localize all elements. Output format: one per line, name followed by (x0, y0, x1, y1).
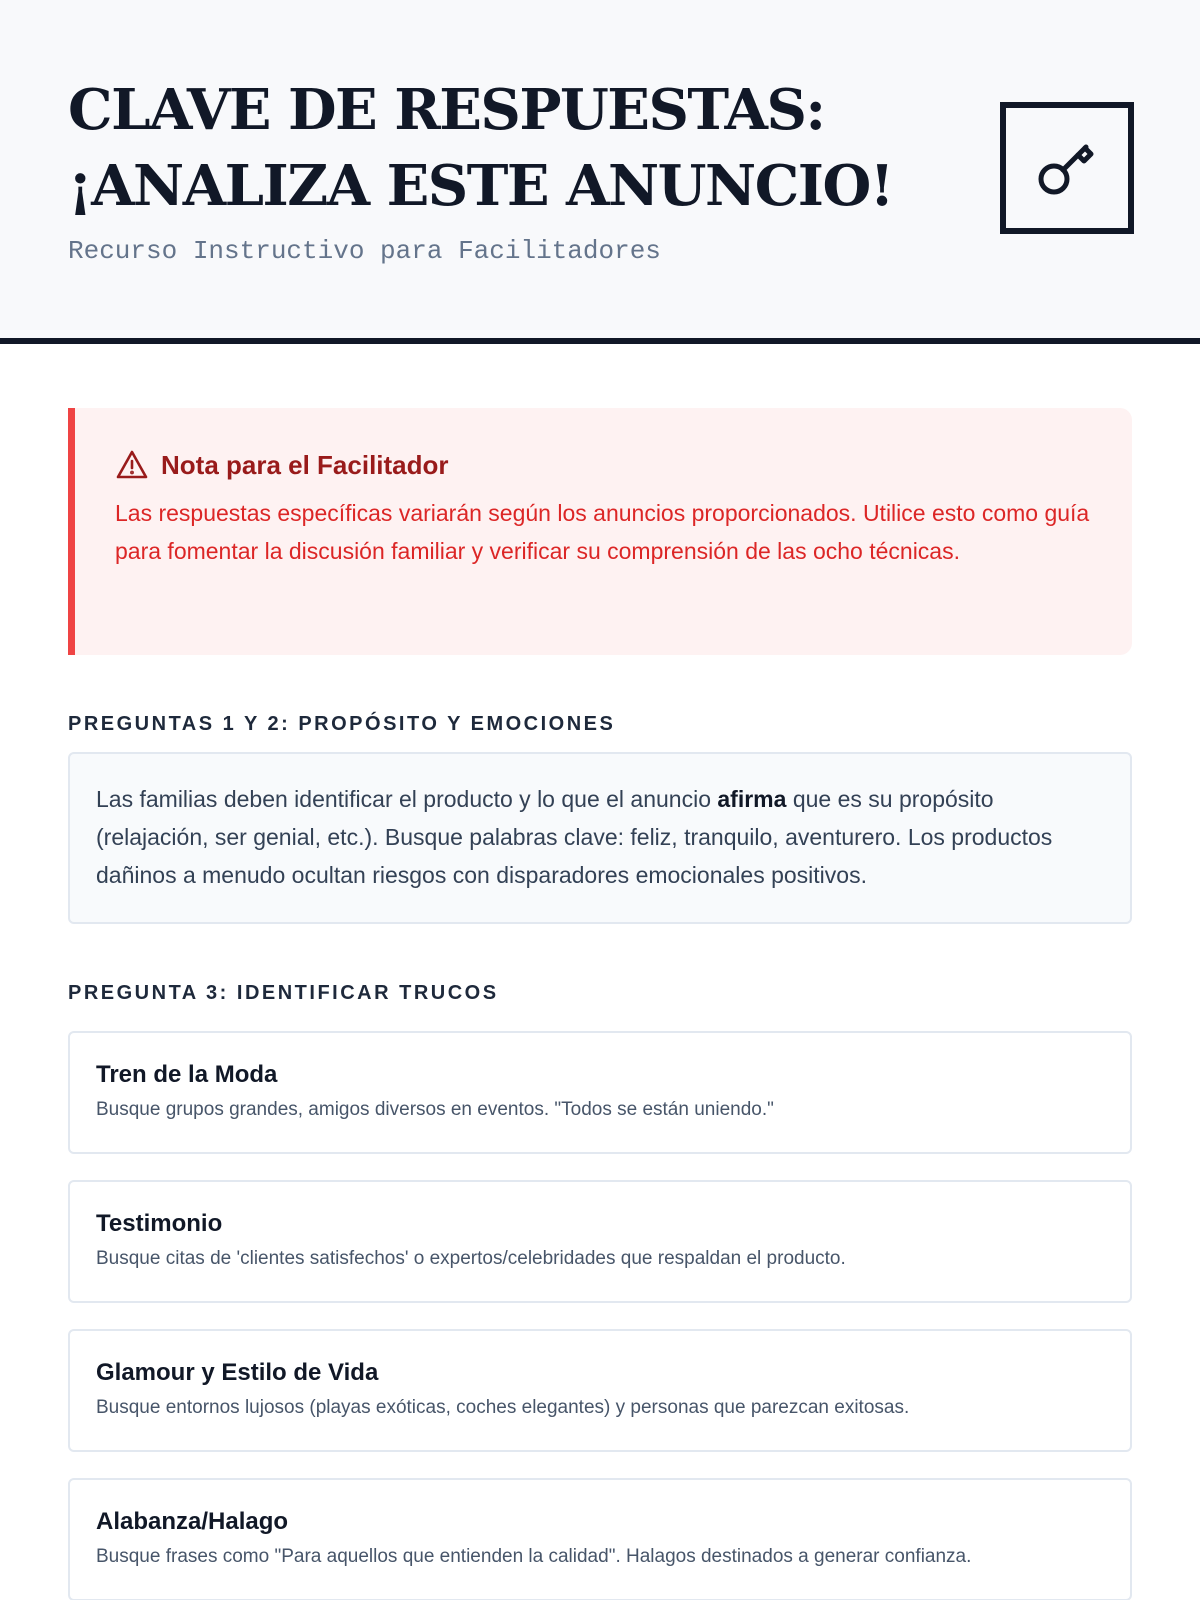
page-title (68, 72, 908, 224)
key-icon (1034, 135, 1100, 201)
facilitator-note (68, 408, 1132, 655)
purpose-text-end: que es su propósito (relajación, ser genial, etc.). Busque palabras clave: feliz, tranquilo, aventurero. Los productos dañinos a menudo ocultan riesgos con disparadores emocionales positivos. (96, 786, 1053, 888)
trick-description: Busque citas de 'clientes satisfechos' o expertos/celebridades que respaldan el producto. (96, 1248, 846, 1269)
page-header (0, 0, 1200, 344)
section-title-purpose: PREGUNTAS 1 Y 2: PROPÓSITO Y EMOCIONES (68, 713, 616, 735)
trick-name: Glamour y Estilo de Vida (96, 1359, 379, 1386)
main-content (0, 408, 1200, 1600)
note-header (115, 448, 1092, 482)
trick-description: Busque grupos grandes, amigos diversos en eventos. "Todos se están uniendo." (96, 1099, 774, 1120)
key-icon-box (1000, 102, 1134, 234)
trick-description: Busque entornos lujosos (playas exóticas, coches elegantes) y personas que parezcan exitosas. (96, 1397, 910, 1418)
trick-card (68, 1329, 1132, 1452)
purpose-answer-box (68, 752, 1132, 924)
trick-name: Testimonio (96, 1210, 223, 1237)
trick-name: Alabanza/Halago (96, 1508, 289, 1535)
trick-card (68, 1031, 1132, 1154)
trick-description: Busque frases como "Para aquellos que entienden la calidad". Halagos destinados a generar confianza. (96, 1546, 972, 1567)
section-title-tricks: PREGUNTA 3: IDENTIFICAR TRUCOS (68, 982, 499, 1004)
note-body: Las respuestas específicas variarán según los anuncios proporcionados. Utilice esto como guía para fomentar la discusión familiar y verificar su comprensión de las ocho técnicas. (115, 500, 1090, 564)
trick-card (68, 1180, 1132, 1303)
title-line-2: ¡ANALIZA ESTE ANUNCIO! (68, 153, 893, 219)
title-line-1: CLAVE DE RESPUESTAS: (68, 77, 825, 143)
tricks-list (68, 1031, 1132, 1600)
trick-name: Tren de la Moda (96, 1061, 278, 1088)
page-subtitle: Recurso Instructivo para Facilitadores (68, 236, 661, 266)
trick-card (68, 1478, 1132, 1600)
purpose-text-start: Las familias deben identificar el producto y lo que el anuncio (96, 786, 718, 812)
warning-icon (115, 448, 149, 482)
note-heading: Nota para el Facilitador (161, 449, 449, 480)
purpose-text-bold: afirma (717, 786, 787, 812)
